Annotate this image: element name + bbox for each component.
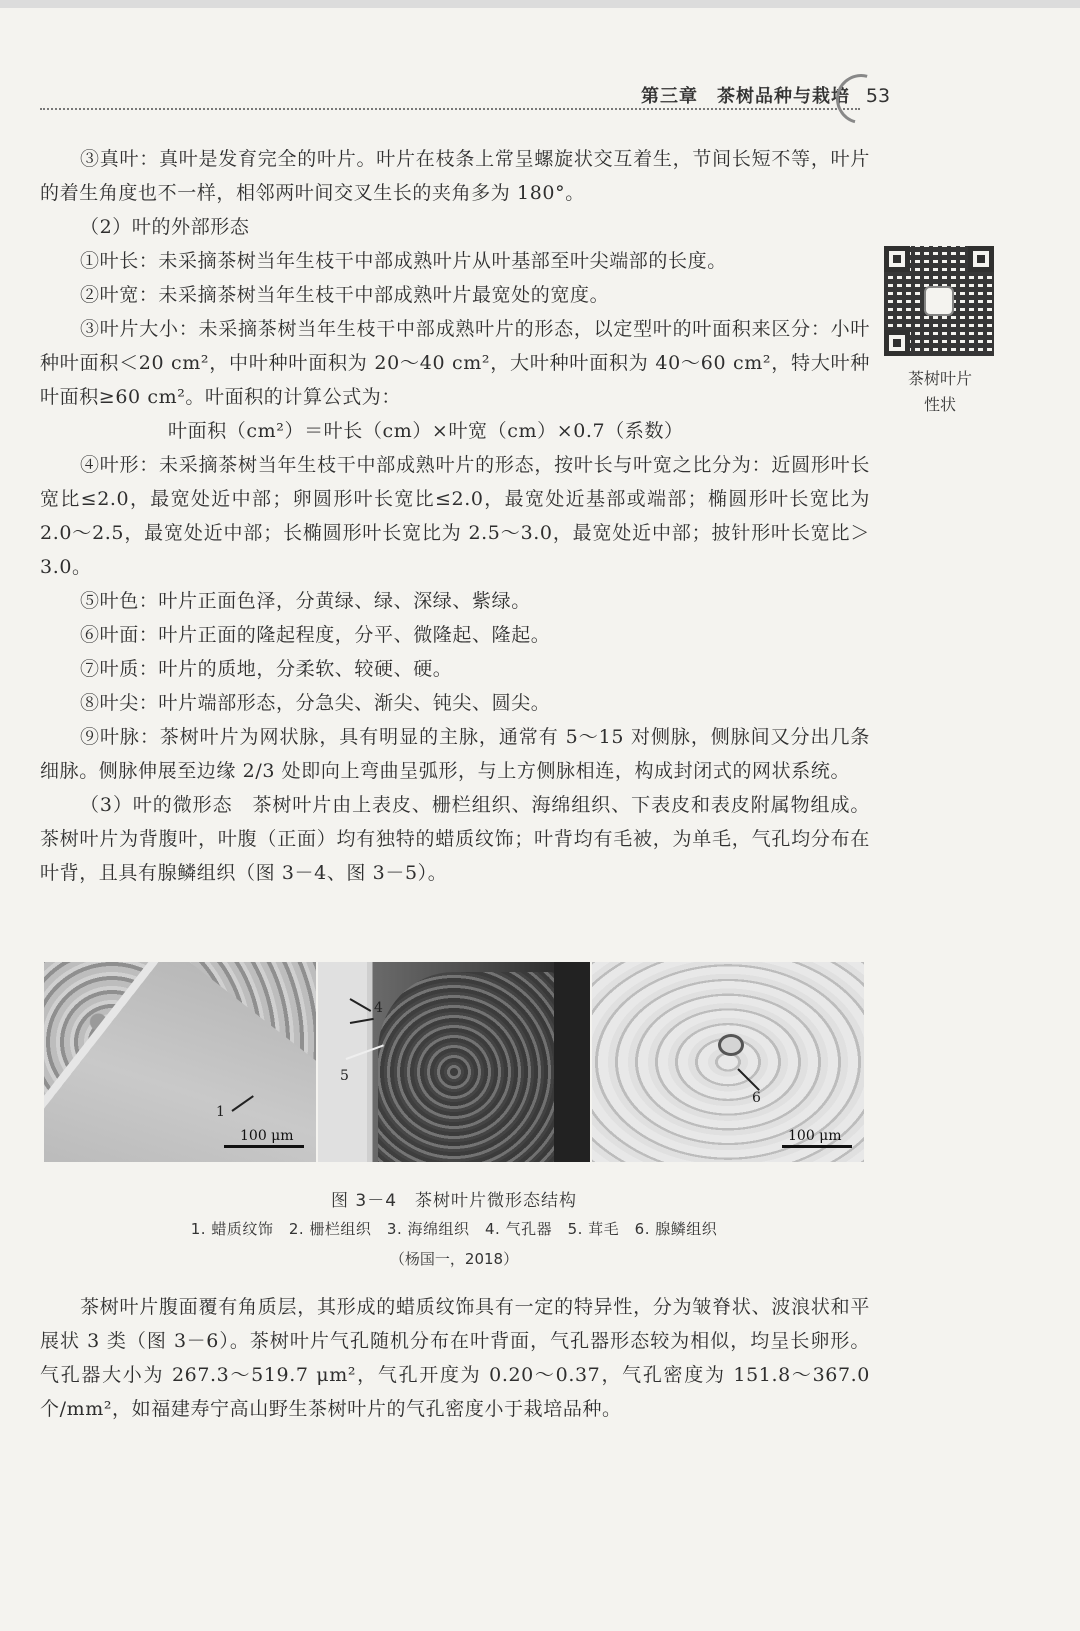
figure-label-4: 4 — [374, 1000, 383, 1016]
scale-label-1: 100 μm — [240, 1128, 294, 1144]
qr-logo-icon — [924, 286, 954, 316]
paragraph-leaf-size: ③叶片大小：未采摘茶树当年生枝干中部成熟叶片的形态，以定型叶的叶面积来区分：小叶种叶面积＜20 cm²，中叶种叶面积为 20～40 cm²，大叶种叶面积为 40～60 cm²，特大叶种叶面积≥60 cm²。叶面积的计算公式为： — [40, 318, 870, 408]
qr-sidebar — [884, 246, 996, 418]
qr-finder-icon — [968, 246, 994, 272]
qr-caption-line2: 性状 — [923, 395, 956, 414]
formula-leaf-area: 叶面积（cm²）＝叶长（cm）×叶宽（cm）×0.7（系数） — [168, 420, 684, 442]
scale-bar-2 — [782, 1145, 852, 1148]
paragraph-wax-stomata: 茶树叶片腹面覆有角质层，其形成的蜡质纹饰具有一定的特异性，分为皱脊状、波浪状和平展状 3 类（图 3－6）。茶树叶片气孔随机分布在叶背面，气孔器形态较为相似，均呈长卵形。气孔器大小为 267.3～519.7 μm²，气孔开度为 0.20～0.37，气孔密度为 151.8～367.0 个/mm²，如福建寿宁高山野生茶树叶片的气孔密度小于栽培品种。 — [40, 1296, 870, 1420]
scale-label-2: 100 μm — [788, 1128, 842, 1144]
figure-label-5: 5 — [340, 1068, 349, 1084]
paragraph-leaf-width: ②叶宽：未采摘茶树当年生枝干中部成熟叶片最宽处的宽度。 — [80, 284, 610, 306]
paragraph-leaf-length: ①叶长：未采摘茶树当年生枝干中部成熟叶片从叶基部至叶尖端部的长度。 — [80, 250, 727, 272]
scale-bar-1 — [224, 1145, 304, 1148]
micrograph-panel-section — [318, 962, 590, 1162]
arrow-icon — [350, 998, 372, 1012]
page-number: 53 — [865, 85, 891, 107]
micrograph-mesh — [378, 972, 568, 1162]
arrow-icon — [737, 1068, 760, 1091]
main-text-bottom — [40, 1290, 870, 1426]
arrow-icon — [350, 1018, 374, 1024]
subheading-external-morphology: （2）叶的外部形态 — [80, 216, 250, 238]
micrograph-panel-gland — [592, 962, 864, 1162]
figure-label-1: 1 — [216, 1104, 225, 1120]
qr-caption — [884, 366, 996, 418]
paragraph-leaf-tip: ⑧叶尖：叶片端部形态，分急尖、渐尖、钝尖、圆尖。 — [80, 692, 551, 714]
paragraph-true-leaf: ③真叶：真叶是发育完全的叶片。叶片在枝条上常呈螺旋状交互着生，节间长短不等，叶片的着生角度也不一样，相邻两叶间交叉生长的夹角多为 180°。 — [40, 148, 870, 204]
micrograph-panel-wax — [44, 962, 316, 1162]
chapter-title: 第三章 茶树品种与栽培 — [633, 82, 850, 108]
qr-code-icon[interactable] — [884, 246, 994, 356]
micrograph-dark-edge — [554, 962, 590, 1162]
micrograph-gland — [718, 1034, 744, 1056]
paragraph-leaf-color: ⑤叶色：叶片正面色泽，分黄绿、绿、深绿、紫绿。 — [80, 590, 531, 612]
top-bar — [0, 0, 1080, 8]
header-dotted-rule — [40, 108, 860, 110]
main-text-top — [40, 142, 870, 890]
paragraph-leaf-surface: ⑥叶面：叶片正面的隆起程度，分平、微隆起、隆起。 — [80, 624, 551, 646]
figure-legend: 1. 蜡质纹饰 2. 栅栏组织 3. 海绵组织 4. 气孔器 5. 茸毛 6. 腺鳞组织 — [190, 1220, 718, 1238]
paragraph-micro-morphology: （3）叶的微形态 茶树叶片由上表皮、栅栏组织、海绵组织、下表皮和表皮附属物组成。茶树叶片为背腹叶，叶腹（正面）均有独特的蜡质纹饰；叶背均有毛被，为单毛，气孔均分布在叶背，且具有腺鳞组织（图 3－4、图 3－5）。 — [40, 794, 870, 884]
paragraph-leaf-shape: ④叶形：未采摘茶树当年生枝干中部成熟叶片的形态，按叶长与叶宽之比分为：近圆形叶长宽比≤2.0，最宽处近中部；卵圆形叶长宽比≤2.0，最宽处近基部或端部；椭圆形叶长宽比为 2.0～2.5，最宽处近中部；长椭圆形叶长宽比为 2.5～3.0，最宽处近中部；披针形叶长宽比＞3.0。 — [40, 454, 870, 578]
figure-title: 图 3－4 茶树叶片微形态结构 — [330, 1191, 578, 1211]
figure-label-6: 6 — [752, 1090, 761, 1106]
running-header — [40, 78, 900, 118]
paragraph-leaf-texture: ⑦叶质：叶片的质地，分柔软、较硬、硬。 — [80, 658, 453, 680]
paragraph-leaf-vein: ⑨叶脉：茶树叶片为网状脉，具有明显的主脉，通常有 5～15 对侧脉，侧脉间又分出几条细脉。侧脉伸展至边缘 2/3 处即向上弯曲呈弧形，与上方侧脉相连，构成封闭式的网状系统。 — [40, 726, 870, 782]
figure-source: （杨国一，2018） — [389, 1250, 519, 1268]
figure-micrographs — [44, 962, 864, 1162]
qr-caption-line1: 茶树叶片 — [907, 369, 972, 388]
qr-finder-icon — [884, 330, 910, 356]
qr-finder-icon — [884, 246, 910, 272]
